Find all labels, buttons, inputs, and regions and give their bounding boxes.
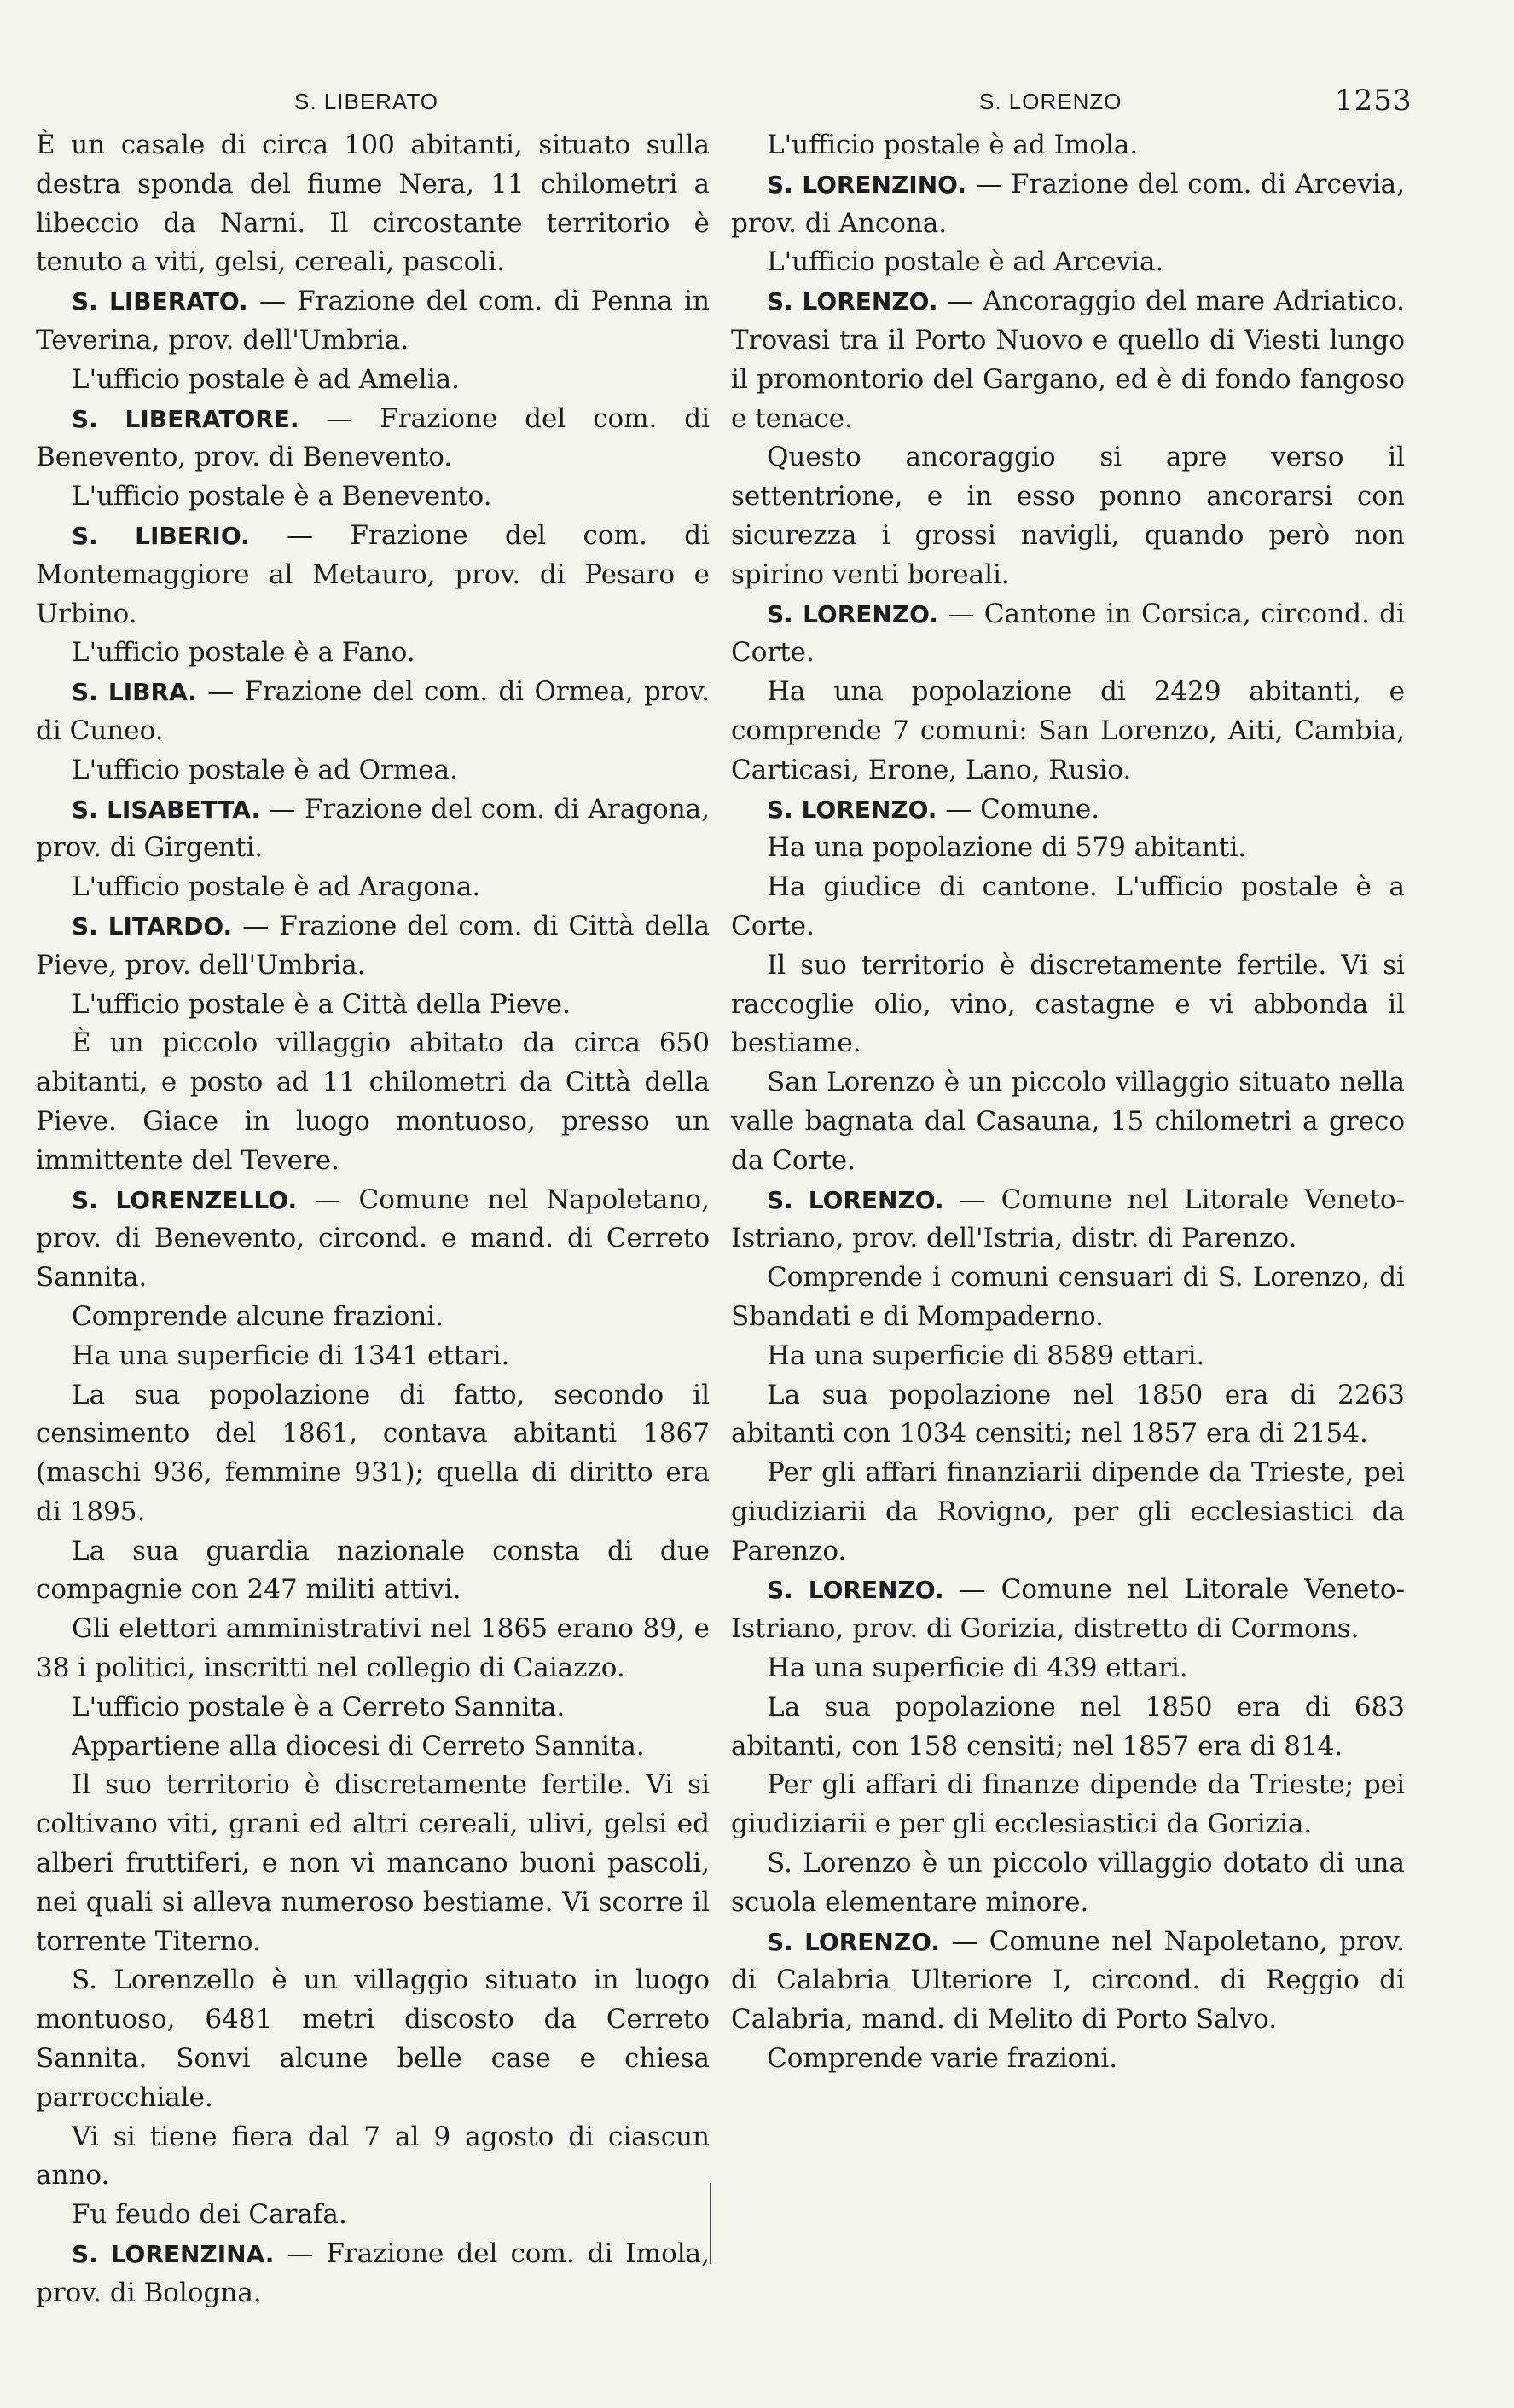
- entry-heading: S. LORENZO.: [767, 1927, 940, 1956]
- paragraph: L'ufficio postale è ad Aragona.: [72, 871, 481, 903]
- gazetteer-entry: [36, 1181, 710, 1298]
- paragraph: L'ufficio postale è a Benevento.: [72, 481, 492, 512]
- gazetteer-entry: [731, 790, 1405, 830]
- gazetteer-entry: [36, 2235, 710, 2313]
- paragraph: L'ufficio postale è ad Arcevia.: [767, 246, 1164, 278]
- paragraph: È un casale di circa 100 abitanti, situato sulla destra sponda del fiume Nera, 11 chilometri a libeccio da Narni. Il circostante territorio è tenuto a viti, gelsi, cereali, pascoli.: [36, 130, 710, 278]
- entry-heading: S. LIBERATORE.: [72, 404, 299, 433]
- paragraph: Gli elettori amministrativi nel 1865 erano 89, e 38 i politici, inscritti nel collegio di Caiazzo.: [36, 1613, 710, 1684]
- entry-text: — Frazione del com. di Montemaggiore al Metauro, prov. di Pesaro e Urbino.: [36, 519, 710, 629]
- right-column: [731, 126, 1405, 2079]
- gazetteer-entry: [36, 673, 710, 751]
- page-number: 1253: [1335, 84, 1412, 118]
- gazetteer-entry: [36, 907, 710, 986]
- paragraph: L'ufficio postale è ad Imola.: [767, 130, 1139, 160]
- entry-text: — Comune nel Napoletano, prov. di Calabria Ulteriore I, circond. di Reggio di Calabria, mand. di Melito di Porto Salvo.: [731, 1925, 1405, 2035]
- paragraph: L'ufficio postale è a Città della Pieve.: [72, 988, 571, 1020]
- entry-text: — Comune.: [937, 793, 1100, 825]
- entry-heading: S. LORENZO.: [767, 1576, 944, 1605]
- paragraph: Fu feudo dei Carafa.: [72, 2199, 347, 2231]
- entry-text: — Frazione del com. di Ormea, prov. di Cuneo.: [36, 676, 710, 746]
- paragraph: Ha una superficie di 8589 ettari.: [767, 1340, 1205, 1371]
- gazetteer-entry: [731, 595, 1405, 674]
- entry-text: — Comune nel Napoletano, prov. di Benevento, circond. e mand. di Cerreto Sannita.: [36, 1184, 710, 1294]
- paragraph: Ha una popolazione di 579 abitanti.: [767, 832, 1247, 864]
- entry-heading: S. LITARDO.: [72, 912, 233, 941]
- entry-heading: S. LORENZO.: [767, 287, 938, 316]
- gazetteer-entry: [36, 282, 710, 361]
- entry-text: — Frazione del com. di Città della Pieve, prov. dell'Umbria.: [36, 910, 710, 981]
- paragraph: Vi si tiene fiera dal 7 al 9 agosto di ciascun anno.: [36, 2121, 710, 2191]
- paragraph: La sua popolazione nel 1850 era di 683 abitanti, con 158 censiti; nel 1857 era di 814.: [731, 1691, 1405, 1762]
- entry-heading: S. LORENZINO.: [767, 170, 966, 199]
- paragraph: Comprende varie frazioni.: [767, 2043, 1118, 2075]
- paragraph: Ha una superficie di 439 ettari.: [767, 1653, 1188, 1684]
- entry-heading: S. LIBERIO.: [72, 521, 250, 550]
- paragraph: Appartiene alla diocesi di Cerreto Sannita.: [72, 1730, 645, 1762]
- gazetteer-entry: [731, 165, 1405, 244]
- entry-text: — Comune nel Litorale Veneto-Istriano, prov. dell'Istria, distr. di Parenzo.: [731, 1184, 1405, 1254]
- entry-heading: S. LISABETTA.: [72, 795, 261, 824]
- paragraph: Ha giudice di cantone. L'ufficio postale è a Corte.: [731, 871, 1405, 941]
- gazetteer-entry: [731, 1181, 1405, 1259]
- gazetteer-entry: [36, 400, 710, 478]
- paragraph: L'ufficio postale è ad Ormea.: [72, 754, 458, 785]
- paragraph: Per gli affari finanziarii dipende da Trieste, pei giudiziarii da Rovigno, per gli ecclesiastici da Parenzo.: [731, 1457, 1405, 1566]
- paragraph: L'ufficio postale è a Cerreto Sannita.: [72, 1691, 566, 1722]
- paragraph: S. Lorenzo è un piccolo villaggio dotato di una scuola elementare minore.: [731, 1848, 1405, 1918]
- entry-text: — Ancoraggio del mare Adriatico. Trovasi tra il Porto Nuovo e quello di Viesti lungo il promontorio del Gargano, ed è di fondo fangoso e tenace.: [731, 286, 1405, 434]
- gazetteer-entry: [731, 1571, 1405, 1649]
- gazetteer-entry: [36, 517, 710, 634]
- paragraph: Ha una superficie di 1341 ettari.: [72, 1340, 510, 1371]
- running-head-right: S. LORENZO: [979, 89, 1122, 114]
- entry-text: — Frazione del com. di Aragona, prov. di Girgenti.: [36, 793, 710, 864]
- paragraph: È un piccolo villaggio abitato da circa 650 abitanti, e posto ad 11 chilometri da Città della Pieve. Giace in luogo montuoso, presso un immittente del Tevere.: [36, 1027, 710, 1176]
- paragraph: S. Lorenzello è un villaggio situato in luogo montuoso, 6481 metri discosto da Cerreto Sannita. Sonvi alcune belle case e chiesa parrocchiale.: [36, 1965, 710, 2113]
- entry-text: — Frazione del com. di Arcevia, prov. di Ancona.: [731, 168, 1406, 239]
- paragraph: Comprende i comuni censuari di S. Lorenzo, di Sbandati e di Mompaderno.: [731, 1262, 1405, 1332]
- left-column: [36, 126, 710, 2313]
- entry-text: — Comune nel Litorale Veneto-Istriano, prov. di Gorizia, distretto di Cormons.: [731, 1574, 1405, 1645]
- paragraph: Comprende alcune frazioni.: [72, 1300, 444, 1332]
- paragraph: Ha una popolazione di 2429 abitanti, e comprende 7 comuni: San Lorenzo, Aiti, Cambia, Carticasi, Erone, Lano, Rusio.: [731, 676, 1405, 785]
- entry-heading: S. LORENZO.: [767, 1185, 944, 1214]
- entry-heading: S. LIBERATO.: [72, 287, 248, 316]
- entry-heading: S. LORENZO.: [767, 599, 938, 628]
- paragraph: L'ufficio postale è a Fano.: [72, 637, 415, 669]
- gazetteer-entry: [36, 790, 710, 869]
- running-head-left: S. LIBERATO: [294, 89, 438, 114]
- paragraph: Il suo territorio è discretamente fertile. Vi si coltivano viti, grani ed altri cereali, ulivi, gelsi ed alberi fruttiferi, e non vi mancano buoni pascoli, nei quali si alleva numeroso bestiame. Vi scorre il torrente Titerno.: [36, 1769, 710, 1957]
- paragraph: L'ufficio postale è ad Amelia.: [72, 363, 460, 395]
- gazetteer-entry: [731, 1923, 1405, 2040]
- paragraph: Per gli affari di finanze dipende da Trieste; pei giudiziarii e per gli ecclesiastici da Gorizia.: [731, 1769, 1405, 1840]
- entry-text: — Frazione del com. di Benevento, prov. di Benevento.: [36, 402, 710, 473]
- paragraph: Questo ancoraggio si apre verso il settentrione, e in esso ponno ancorarsi con sicurezza i grossi navigli, quando però non spirino venti boreali.: [731, 442, 1405, 590]
- entry-heading: S. LORENZO.: [767, 795, 937, 824]
- column-divider: [710, 2183, 711, 2264]
- paragraph: La sua popolazione nel 1850 era di 2263 abitanti con 1034 censiti; nel 1857 era di 2154.: [731, 1379, 1405, 1450]
- entry-heading: S. LORENZELLO.: [72, 1185, 298, 1214]
- paragraph: La sua popolazione di fatto, secondo il censimento del 1861, contava abitanti 1867 (maschi 936, femmine 931); quella di diritto era di 1895.: [36, 1379, 710, 1527]
- gazetteer-entry: [731, 282, 1405, 438]
- paragraph: San Lorenzo è un piccolo villaggio situato nella valle bagnata dal Casauna, 15 chilometri a greco da Corte.: [731, 1067, 1405, 1176]
- entry-text: — Cantone in Corsica, circond. di Corte.: [731, 598, 1405, 669]
- entry-text: — Frazione del com. di Penna in Teverina, prov. dell'Umbria.: [36, 286, 710, 356]
- paragraph: Il suo territorio è discretamente fertile. Vi si raccoglie olio, vino, castagne e vi abbonda il bestiame.: [731, 949, 1405, 1059]
- entry-heading: S. LORENZINA.: [72, 2240, 275, 2269]
- entry-heading: S. LIBRA.: [72, 678, 197, 707]
- entry-text: — Frazione del com. di Imola, prov. di Bologna.: [36, 2238, 710, 2308]
- paragraph: La sua guardia nazionale consta di due compagnie con 247 militi attivi.: [36, 1535, 710, 1606]
